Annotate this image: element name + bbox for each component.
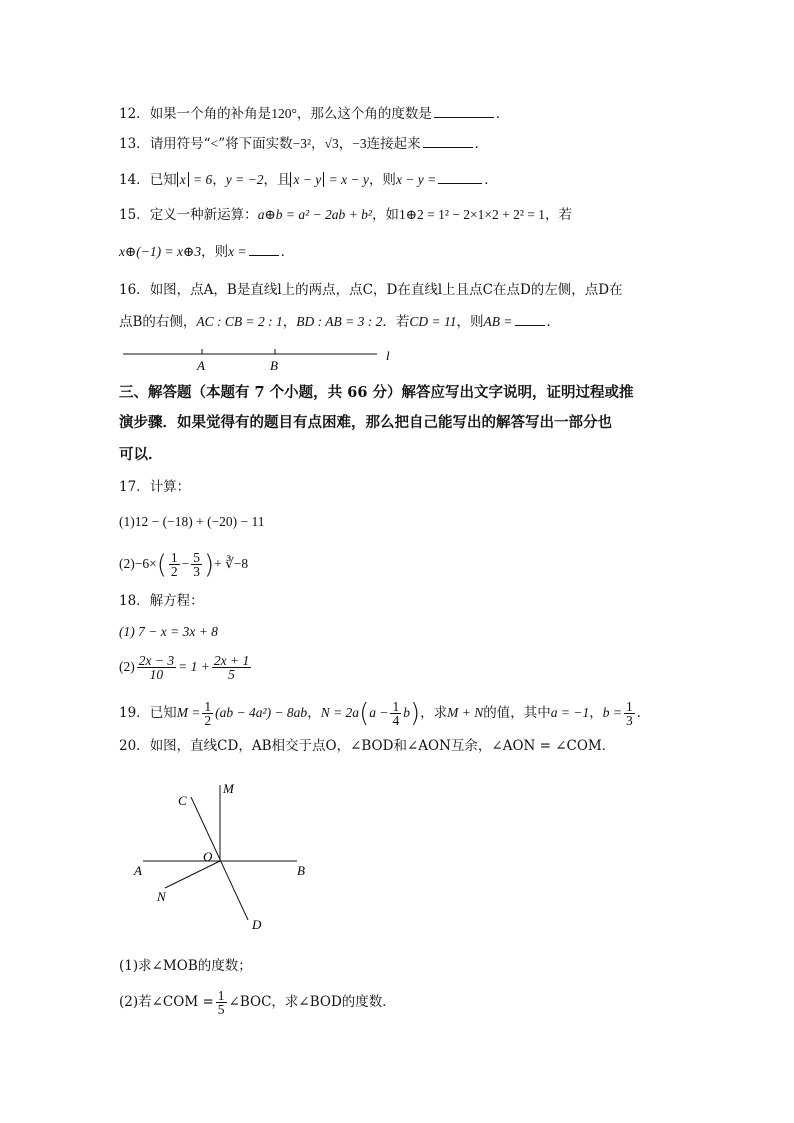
- label-c: C: [178, 793, 187, 808]
- label-m: M: [223, 781, 234, 796]
- fraction: $\frac{1}{4}$: [392, 699, 400, 728]
- label-a: A: [134, 863, 142, 878]
- question-17-part-2: (2)−6×( $\frac{1}{2}$ − $\frac{5}{3}$ )+ ∛−8: [119, 549, 249, 580]
- question-20-part-2: (2)若∠COM = $\frac{1}{5}$ ∠BOC，求∠BOD的度数．: [119, 988, 396, 1017]
- section-3-heading-line-2: 演步骤．如果觉得有的题目有点困难，那么把自己能写出的解答写出一部分也: [119, 414, 612, 431]
- ray-on: [165, 861, 220, 888]
- line-diagram: [115, 340, 405, 376]
- label-b: B: [297, 863, 305, 878]
- fraction: $\frac{1}{2}$: [204, 699, 212, 728]
- answer-blank: [438, 169, 482, 184]
- answer-blank: [515, 311, 545, 326]
- label-o: O: [203, 849, 213, 864]
- fraction: $\frac{2x + 1}{5}$: [213, 653, 250, 683]
- question-13: 13．请用符号“<”将下面实数−3²，√3，−3连接起来 ．: [119, 133, 488, 154]
- question-16-line-1: 16．如图，点A，B是直线l上的两点，点C，D在直线l上且点C在点D的左侧，点D在: [119, 282, 623, 298]
- label-b: B: [270, 358, 278, 373]
- fraction: $\frac{5}{3}$: [193, 550, 201, 580]
- answer-blank: [434, 103, 494, 118]
- angle-diagram: [125, 775, 325, 935]
- fraction: $\frac{1}{5}$: [217, 988, 225, 1017]
- fraction: $\frac{1}{3}$: [625, 699, 633, 728]
- question-15-line-1: 15．定义一种新运算：a⊕b = a² − 2ab + b²，如1⊕2 = 1² − 2×1×2 + 2² = 1，若: [119, 207, 573, 223]
- question-20: 20．如图，直线CD，AB相交于点O，∠BOD和∠AON互余，∠AON = ∠COM．: [119, 738, 616, 754]
- label-a: A: [197, 358, 205, 373]
- question-14: 14．已知 x = 6，y = −2，且 x − y = x − y，则x − y = ．: [119, 169, 498, 190]
- label-n: N: [157, 889, 166, 904]
- fraction: $\frac{2x - 3}{10}$: [138, 653, 175, 683]
- fraction: $\frac{1}{2}$: [170, 550, 178, 580]
- section-3-heading-line-3: 可以．: [119, 446, 163, 463]
- question-18-part-2: (2) $\frac{2x - 3}{10}$ = 1 + $\frac{2x + 1}{5}$: [119, 653, 250, 683]
- question-17-part-1: (1)12 − (−18) + (−20) − 11: [119, 514, 265, 529]
- question-12: 12．如果一个角的补角是120°，那么这个角的度数是 ．: [119, 103, 509, 124]
- question-16-line-2: 点B的右侧，AC : CB = 2 : 1，BD : AB = 3 : 2．若CD = 11，则AB = ．: [119, 311, 560, 332]
- question-18: 18．解方程：: [119, 593, 204, 609]
- question-15-line-2: x⊕(−1) = x⊕3，则x = ．: [119, 241, 294, 262]
- question-20-part-1: (1)求∠MOB的度数；: [119, 958, 252, 974]
- answer-blank: [249, 241, 279, 256]
- answer-blank: [423, 133, 473, 148]
- question-17: 17．计算：: [119, 479, 191, 495]
- label-d: D: [252, 917, 262, 932]
- section-3-heading-line-1: 三、解答题（本题有 7 个小题，共 66 分）解答应写出文字说明，证明过程或推: [119, 384, 634, 401]
- label-l: l: [386, 348, 390, 363]
- question-19: 19．已知M = $\frac{1}{2}$ (ab − 4a²) − 8ab，N = 2a(a − $\frac{1}{4}$ b)，求M + N的值，其中a = −1，b = $\frac{1}{3}$ ．: [119, 698, 651, 729]
- question-18-part-1: (1) 7 − x = 3x + 8: [119, 624, 218, 639]
